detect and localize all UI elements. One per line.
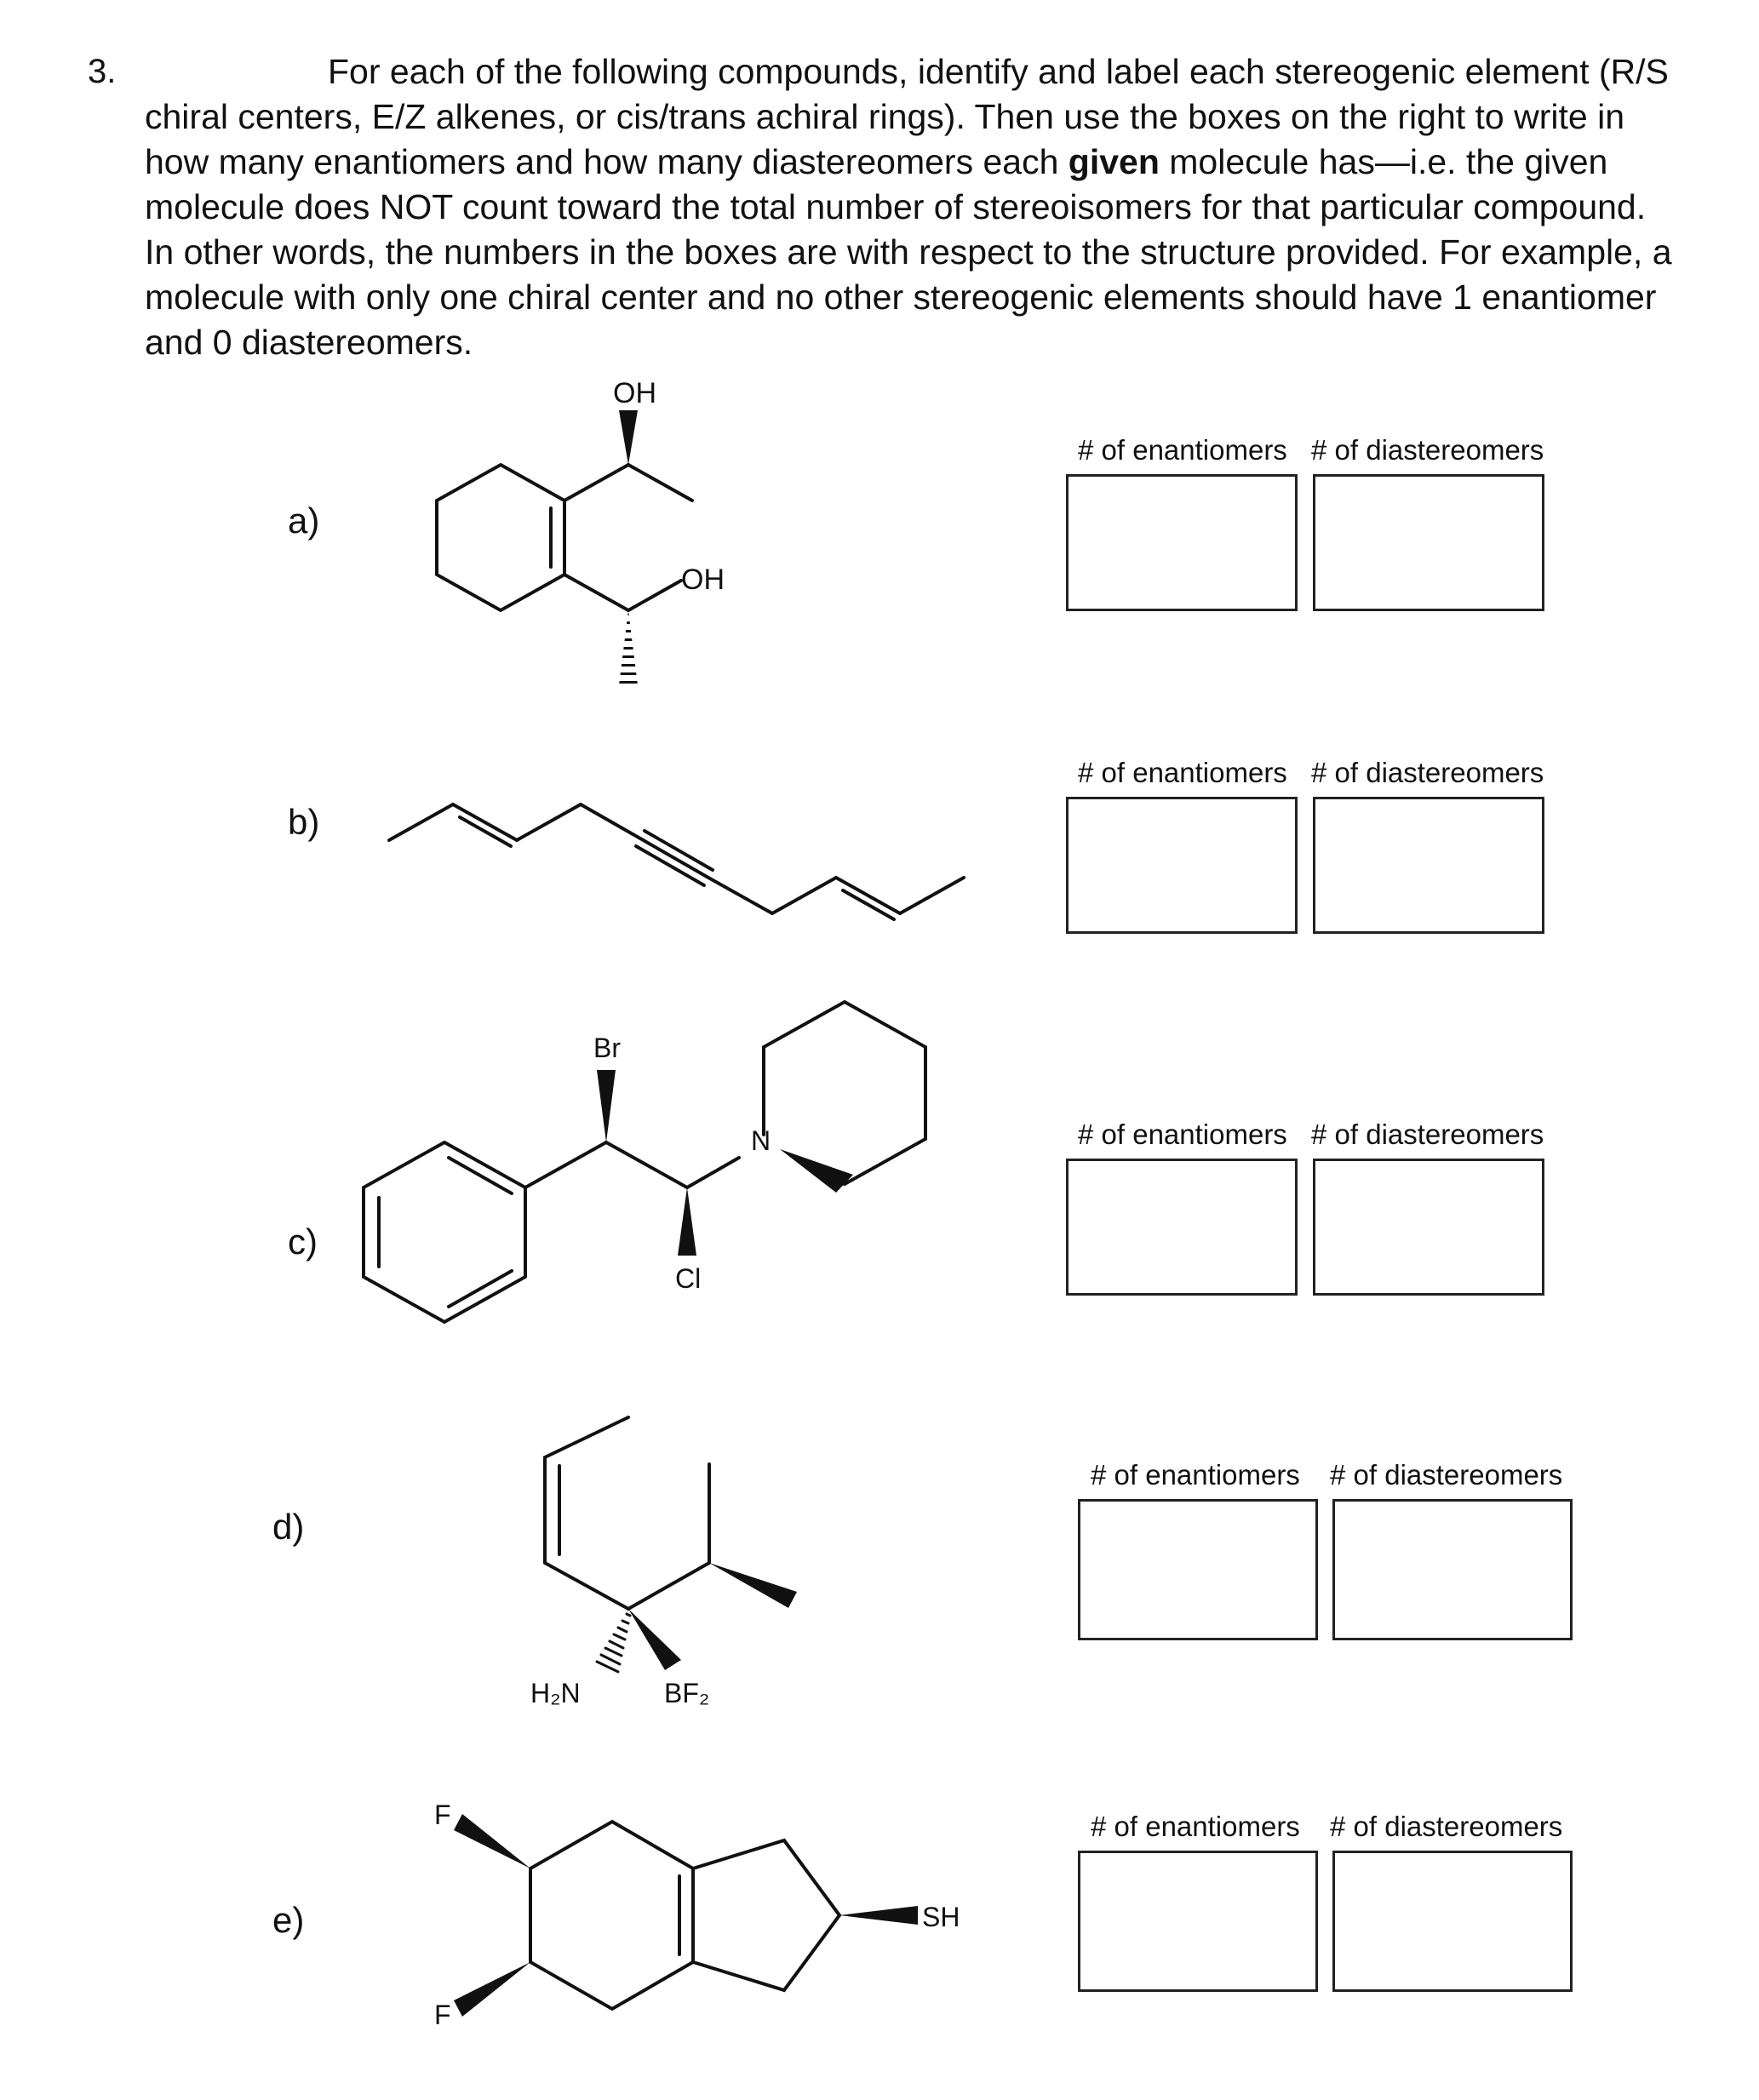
part-c-label: c) <box>288 1222 318 1262</box>
b-diastereomers-label: # of diastereomers <box>1311 757 1544 788</box>
c-diastereomers-label: # of diastereomers <box>1311 1119 1544 1150</box>
instructions-bold-word: given <box>1068 142 1160 181</box>
cyclohexene-ring <box>437 465 564 610</box>
atom-oh-top: OH <box>613 377 656 409</box>
wedge-bond-f-bottom <box>454 1962 530 2017</box>
e-diastereomers-box[interactable] <box>1332 1851 1573 1992</box>
e-enantiomers-label: # of enantiomers <box>1091 1811 1300 1842</box>
d-enantiomers-box[interactable] <box>1078 1499 1318 1640</box>
six-membered-ring <box>530 1822 693 2009</box>
b-enantiomers-box[interactable] <box>1066 797 1298 934</box>
wedge-bond-ring <box>780 1149 853 1193</box>
atom-nh2: H₂N <box>530 1678 581 1708</box>
a-diastereomers-box[interactable] <box>1313 474 1544 611</box>
alkyne-1 <box>640 838 708 878</box>
a-enantiomers-label: # of enantiomers <box>1078 434 1287 466</box>
wedge-bond-oh <box>619 410 638 465</box>
bond-cbr-to-ccl <box>606 1142 687 1187</box>
bond-ring-to-cbr <box>525 1142 606 1187</box>
bond-b6 <box>900 878 964 913</box>
bond-quaternary-to-ch <box>628 1563 709 1609</box>
alkene-2 <box>836 878 900 913</box>
instructions-text-1: For each of the following compounds, identify and label each stereogenic element (R/S chiral centers, E/Z alkenes, or cis/trans achiral rings). Then use the boxes on the right to write in how many enantiomers and how many diastereomers each <box>145 52 1669 181</box>
wedge-bond-br <box>597 1070 616 1142</box>
structure-a <box>437 410 692 685</box>
structure-e <box>454 1814 918 2017</box>
d-diastereomers-label: # of diastereomers <box>1330 1459 1563 1491</box>
bond-to-quaternary <box>545 1563 628 1609</box>
part-a-label: a) <box>288 501 320 541</box>
hash-bond-methyl <box>619 610 638 685</box>
alkene-1 <box>453 804 517 840</box>
atom-f-top: F <box>434 1800 451 1830</box>
bond-b4 <box>708 878 772 913</box>
atom-oh-right: OH <box>681 564 725 596</box>
alkyne-3 <box>636 846 704 885</box>
atom-n: N <box>751 1125 771 1156</box>
part-b-label: b) <box>288 802 320 842</box>
wedge-bond-sh <box>839 1906 918 1925</box>
structure-d <box>545 1417 797 1672</box>
c-diastereomers-box[interactable] <box>1313 1159 1544 1296</box>
wedge-bond-cl <box>678 1187 696 1256</box>
benzene-ring <box>364 1142 525 1322</box>
bond-lower-oh <box>628 581 681 610</box>
question-number: 3. <box>88 53 117 90</box>
atom-cl: Cl <box>675 1263 702 1294</box>
e-diastereomers-label: # of diastereomers <box>1330 1811 1563 1842</box>
atom-bf2: BF₂ <box>664 1678 710 1708</box>
wedge-bond-methyl <box>709 1563 797 1608</box>
bond-upper-methyl <box>628 465 692 501</box>
bond-b2 <box>517 804 581 840</box>
d-enantiomers-label: # of enantiomers <box>1091 1459 1300 1491</box>
hash-bond-nh2 <box>597 1614 630 1672</box>
wedge-bond-bf2 <box>628 1609 681 1670</box>
instructions-text-2: molecule has—i.e. the given molecule does NOT count toward the total number of stereoisomers for that particular compound. In other words, the numbers in the boxes are with respect to the structure provided. For example, a molecule with only one chiral center and no other stereogenic elements should have 1 enantiomer and 0 diastereomers. <box>145 142 1672 362</box>
c-enantiomers-box[interactable] <box>1066 1159 1298 1296</box>
structure-c <box>364 1002 925 1322</box>
alkyne-2 <box>645 831 713 870</box>
bond-b5 <box>772 878 836 913</box>
structure-b <box>389 804 964 919</box>
b-diastereomers-box[interactable] <box>1313 797 1544 934</box>
e-enantiomers-box[interactable] <box>1078 1851 1318 1992</box>
a-diastereomers-label: # of diastereomers <box>1311 434 1544 466</box>
c-enantiomers-label: # of enantiomers <box>1078 1119 1287 1150</box>
wedge-bond-f-top <box>454 1814 530 1868</box>
part-d-label: d) <box>272 1507 305 1547</box>
b-enantiomers-label: # of enantiomers <box>1078 757 1287 788</box>
bond-b1 <box>389 804 453 840</box>
d-diastereomers-box[interactable] <box>1332 1499 1573 1640</box>
bond-ring-to-upper-carbon <box>564 465 628 501</box>
bond-ring-to-lower-carbon <box>564 575 628 610</box>
piperidine-ring <box>764 1002 925 1184</box>
bond-b3 <box>581 804 640 838</box>
part-e-label: e) <box>272 1900 305 1940</box>
bond-ccl-to-n <box>687 1158 739 1187</box>
atom-f-bottom: F <box>434 2000 451 2030</box>
five-membered-ring <box>693 1840 839 1990</box>
a-enantiomers-box[interactable] <box>1066 474 1298 611</box>
bond-ethyl <box>545 1417 628 1457</box>
atom-br: Br <box>593 1033 621 1063</box>
atom-sh: SH <box>922 1902 960 1932</box>
